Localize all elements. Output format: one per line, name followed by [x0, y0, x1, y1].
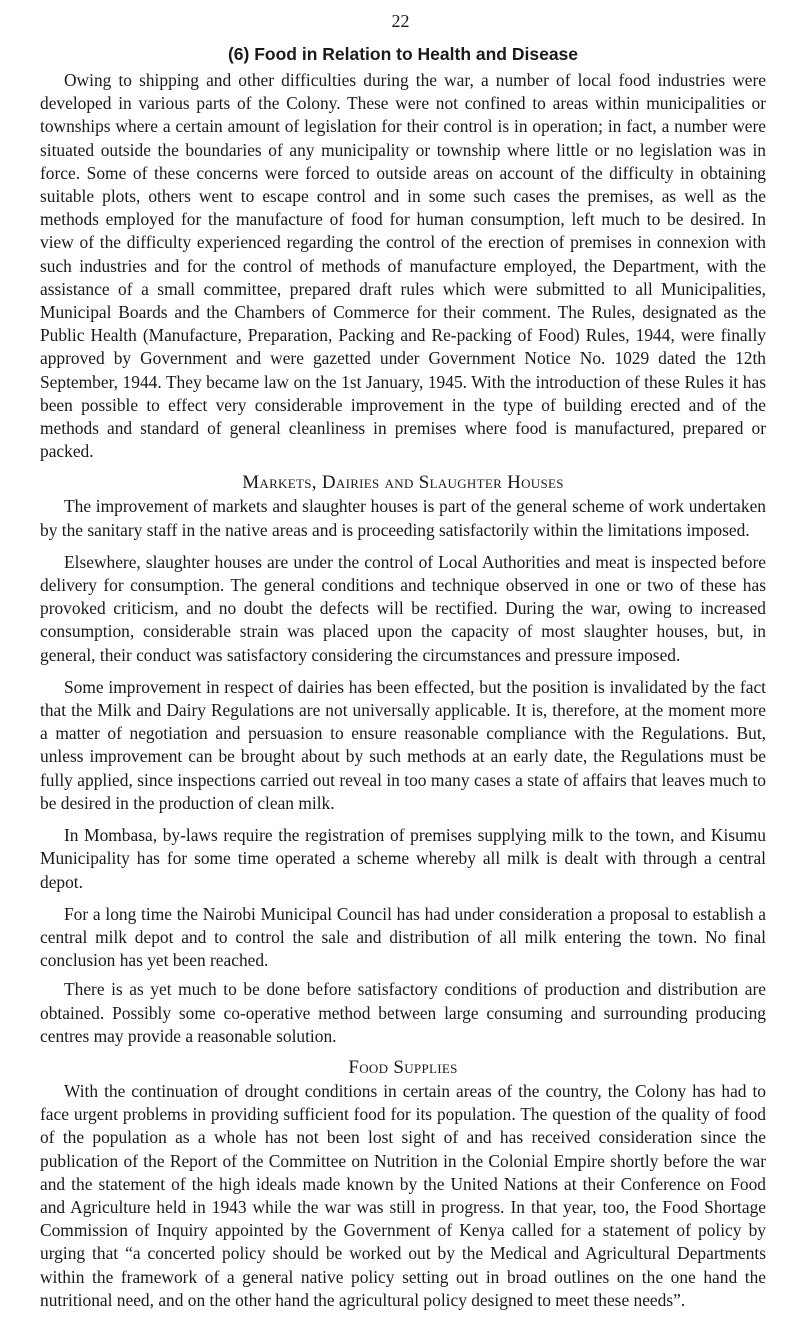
markets-paragraph-2: Elsewhere, slaughter houses are under the control of Local Authorities and meat is inspected before delivery for consumption. The general conditions and technique observed in one or two of these has provoked criticism, and no doubt the defects will be rectified. During the war, owing to increased consumption, considerable strain was placed upon the capacity of most slaughter houses, but, in general, their conduct was satisfactory considering the circumstances and pressure imposed.	[40, 551, 766, 665]
markets-paragraph-5: For a long time the Nairobi Municipal Council has had under consideration a proposal to establish a central milk depot and to control the sale and distribution of all milk entering the town. No final conclusion has yet been reached.	[40, 903, 766, 971]
markets-paragraph-4: In Mombasa, by-laws require the registration of premises supplying milk to the town, and Kisumu Municipality has for some time operated a scheme whereby all milk is dealt with through a central depot.	[40, 825, 766, 892]
page-number: 22	[391, 11, 410, 31]
markets-paragraph-1: The improvement of markets and slaughter houses is part of the general scheme of work undertaken by the sanitary staff in the native areas and is proceeding satisfactorily within the limitations imposed.	[40, 496, 766, 540]
markets-paragraph-6: There is as yet much to be done before satisfactory conditions of production and distribution are obtained. Possibly some co-operative method between large consuming and surrounding producing centres may provide a reasonable solution.	[40, 979, 766, 1046]
food-supplies-heading: Food Supplies	[348, 1056, 458, 1078]
markets-heading: Markets, Dairies and Slaughter Houses	[242, 472, 564, 494]
intro-paragraph: Owing to shipping and other difficulties during the war, a number of local food industries were developed in various parts of the Colony. These were not confined to areas within municipalities or townships where a certain amount of legislation for their control is in operation; in fact, a number were situated outside the boundaries of any municipality or township where little or no legislation was in force. Some of these concerns were forced to outside areas on account of the difficulty in obtaining suitable plots, others went to escape control and in some such cases the premises, as well as the methods employed for the manufacture of food for human consumption, left much to be desired. In view of the difficulty experienced regarding the control of the erection of premises in connexion with such industries and for the control of methods of manufacture employed, the Department, with the assistance of a small committee, prepared draft rules which were submitted to all Municipalities, Municipal Boards and the Chambers of Commerce for their comment. The Rules, designated as the Public Health (Manufacture, Preparation, Packing and Re-packing of Food) Rules, 1944, were finally approved by Government and were gazetted under Government Notice No. 1029 dated the 12th September, 1944. They became law on the 1st January, 1945. With the introduction of these Rules it has been possible to effect very considerable improvement in the type of building erected and of the methods and standard of general cleanliness in premises where food is manufactured, prepared or packed.	[40, 70, 766, 462]
food-supplies-paragraph-1: With the continuation of drought conditions in certain areas of the country, the Colony has had to face urgent problems in providing sufficient food for its population. The question of the quality of food of the population as a whole has not been lost sight of and has received consideration since the publication of the Report of the Committee on Nutrition in the Colonial Empire shortly before the war and the statement of the high ideals made known by the United Nations at their Conference on Food and Agriculture held in 1943 while the war was still in progress. In that year, too, the Food Shortage Commission of Inquiry appointed by the Government of Kenya called for a statement of policy by urging that “a concerted policy should be worked out by the Medical and Agricultural Departments within the framework of a general native policy setting out in broad outlines on the one hand the nutritional need, and on the other hand the agricultural policy designed to meet these needs”.	[40, 1080, 766, 1310]
markets-paragraph-3: Some improvement in respect of dairies has been effected, but the position is invalidated by the fact that the Milk and Dairy Regulations are not universally applicable. It is, therefore, at the moment more a matter of negotiation and persuasion to ensure reasonable compliance with the Regulations. But, unless improvement can be brought about by such methods at an early date, the Regulations must be fully applied, since inspections carried out reveal in too many cases a state of affairs that leaves much to be desired in the production of clean milk.	[40, 676, 766, 813]
page-content	[40, 43, 766, 1321]
section-title: (6) Food in Relation to Health and Disease	[227, 44, 579, 64]
